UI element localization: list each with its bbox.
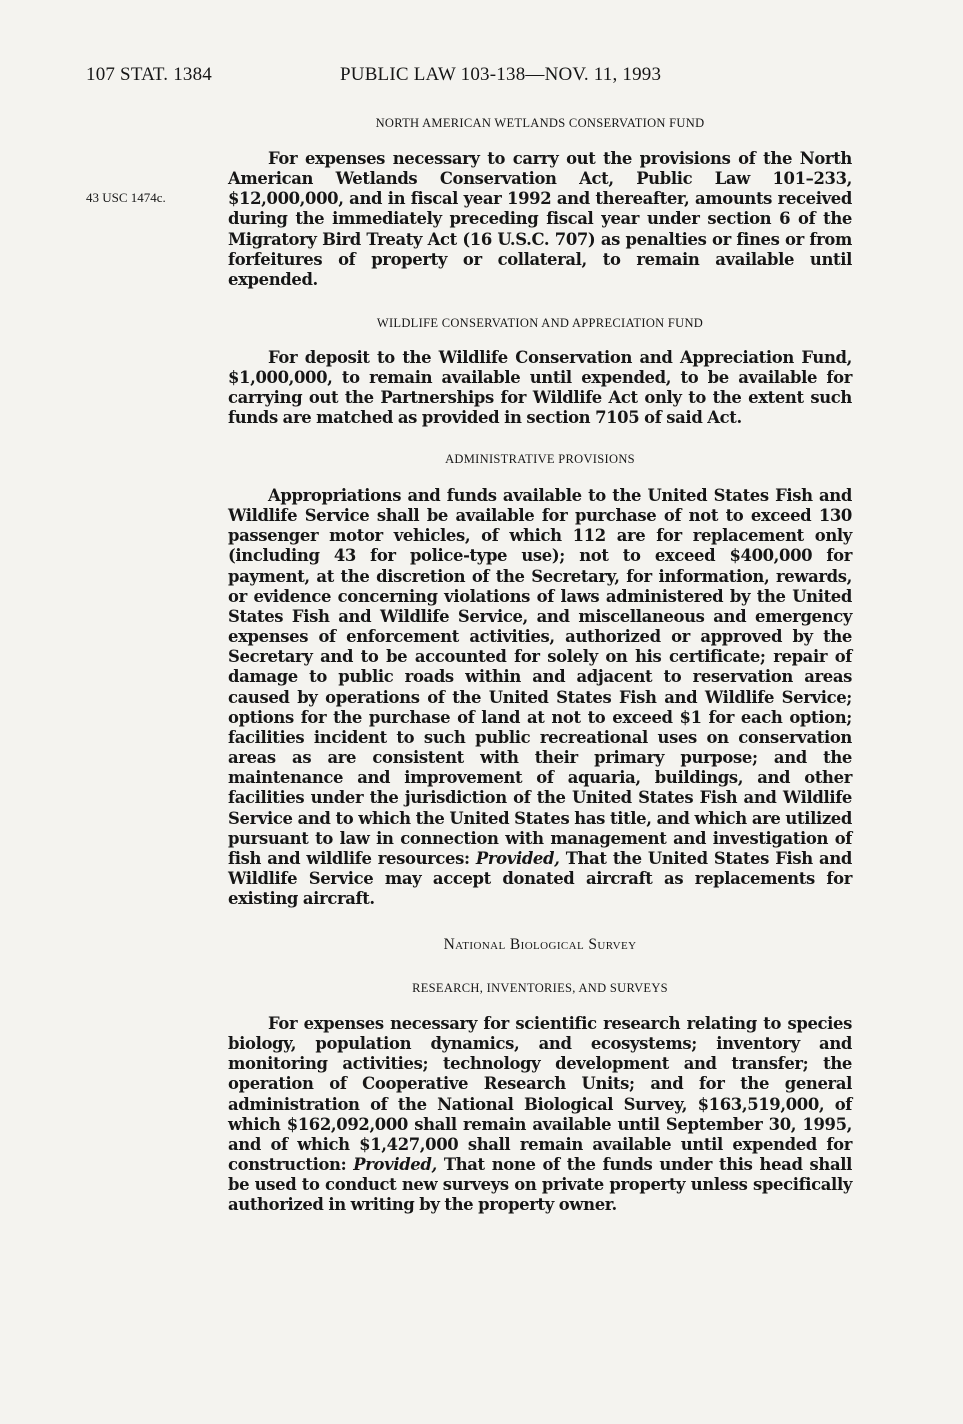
heading-administrative-provisions: ADMINISTRATIVE PROVISIONS xyxy=(445,452,635,466)
admin-proviso: Provided, xyxy=(475,848,560,868)
stat-page-number: 107 STAT. 1384 xyxy=(86,64,213,85)
paragraph-wildlife-fund: For deposit to the Wildlife Conservation and Appreciation Fund, $1,000,000, to remain available until expended, to be available for carrying out the Partnerships for Wildlife Act only to the extent such funds are matched as provided in section 7105 of said Act. xyxy=(228,348,852,428)
public-law-citation: PUBLIC LAW 103-138—NOV. 11, 1993 xyxy=(340,64,662,85)
paragraph-administrative-provisions xyxy=(228,486,852,909)
heading-wildlife-fund: WILDLIFE CONSERVATION AND APPRECIATION FUND xyxy=(376,316,704,330)
admin-text: Appropriations and funds available to the United States Fish and Wildlife Service shall be available for purchase of not to exceed 130 passenger motor vehicles, of which 112 are for replacement only (including 43 for police-type use); not to exceed $400,000 for payment, at the discretion of the Secretary, for information, rewards, or evidence concerning violations of laws administered by the United States Fish and Wildlife Service, and miscellaneous and emergency expenses of enforcement activities, authorized or approved by the Secretary and to be accounted for solely on his certificate; repair of damage to public roads within and adjacent to reservation areas caused by operations of the United States Fish and Wildlife Service; options for the purchase of land at not to exceed $1 for each option; facilities incident to such public recreational uses on conservation areas as are consistent with their primary purpose; and the maintenance and improvement of aquaria, buildings, and other facilities under the jurisdiction of the United States Fish and Wildlife Service and to which the United States has title, and which are utilized pursuant to law in connection with management and investigation of fish and wildlife resources: xyxy=(228,486,852,868)
research-proviso: Provided, xyxy=(353,1155,437,1175)
paragraph-wetlands-fund: For expenses necessary to carry out the provisions of the North American Wetlands Conservation Act, Public Law 101–233, $12,000,000, and in fiscal year 1992 and thereafter, amounts received during the immediately preceding fiscal year under section 6 of the Migratory Bird Treaty Act (16 U.S.C. 707) as penalties or fines or from forfeitures of property or collateral, to remain available until expended. xyxy=(228,149,852,289)
heading-research-inventories: RESEARCH, INVENTORIES, AND SURVEYS xyxy=(412,981,668,995)
research-text-after: That none of the funds under this head shall be used to conduct new surveys on private property unless specifically authorized in writing by the property owner. xyxy=(228,1155,852,1215)
research-text: For expenses necessary for scientific research relating to species biology, population dynamics, and ecosystems; inventory and monitoring activities; technology development and transfer; the operation of Cooperative Research Units; and for the general administration of the National Biological Survey, $163,519,000, of which $162,092,000 shall remain available until September 30, 1995, and of which $1,427,000 shall remain available until expended for construction: xyxy=(228,1014,852,1175)
margin-note-usc: 43 USC 1474c. xyxy=(86,190,166,205)
paragraph-research-inventories xyxy=(228,1014,852,1216)
heading-national-biological-survey: National Biological Survey xyxy=(443,936,637,953)
heading-wetlands-fund: NORTH AMERICAN WETLANDS CONSERVATION FUND xyxy=(375,116,705,130)
admin-text-after: That the United States Fish and Wildlife Service may accept donated aircraft as replacements for existing aircraft. xyxy=(228,848,853,909)
